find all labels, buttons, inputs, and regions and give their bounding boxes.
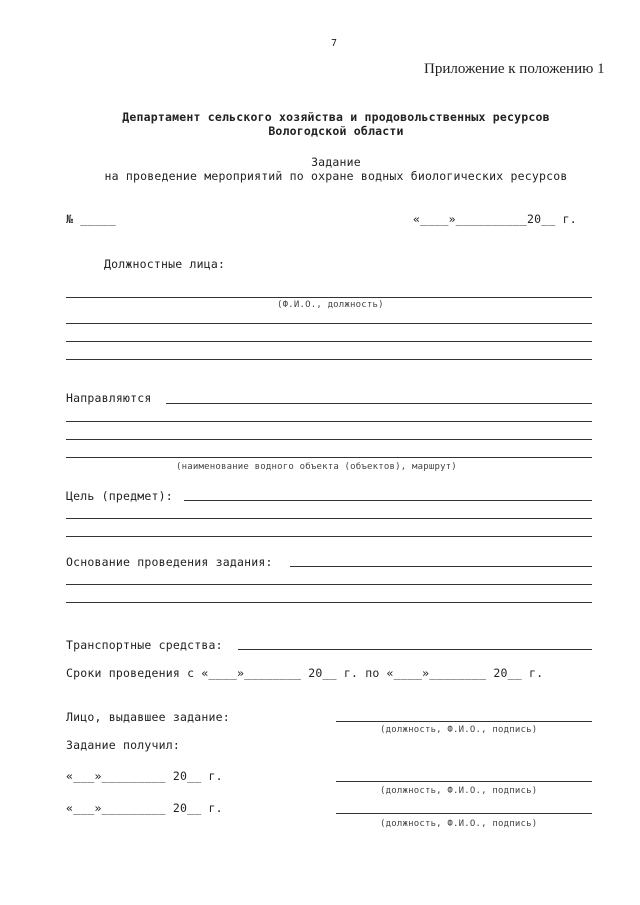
officials-label: Должностные лица:	[104, 257, 226, 271]
basis-label: Основание проведения задания:	[66, 555, 273, 569]
directed-line-4	[66, 457, 592, 458]
goal-label: Цель (предмет):	[66, 489, 173, 503]
officials-line-2	[66, 323, 592, 324]
basis-line-1	[290, 566, 592, 567]
officials-line-3	[66, 341, 592, 342]
received-signature-line-2	[336, 813, 592, 814]
number-field: № _____	[66, 212, 116, 226]
issued-signature-line	[336, 721, 592, 722]
date-field: «____»__________20__ г.	[413, 212, 577, 226]
directed-label: Направляются	[66, 391, 152, 405]
department-region: Вологодской области	[268, 124, 404, 138]
transport-label: Транспортные средства:	[66, 638, 223, 652]
page-number: 7	[331, 38, 338, 49]
directed-line-3	[66, 439, 592, 440]
period-field: Сроки проведения с «____»________ 20__ г. по «____»________ 20__ г.	[66, 666, 544, 680]
basis-line-3	[66, 602, 592, 603]
officials-line-1	[66, 297, 592, 298]
received-label: Задание получил:	[66, 738, 180, 752]
signature-caption-2: (должность, Ф.И.О., подпись)	[380, 786, 538, 796]
directed-line-2	[66, 421, 592, 422]
received-signature-line-1	[336, 781, 592, 782]
issued-by-label: Лицо, выдавшее задание:	[66, 710, 230, 724]
goal-line-2	[66, 518, 592, 519]
fio-caption: (Ф.И.О., должность)	[277, 300, 384, 310]
document-title: Задание	[311, 155, 361, 169]
department-name: Департамент сельского хозяйства и продовольственных ресурсов	[122, 110, 550, 124]
appendix-reference: Приложение к положению 1	[424, 61, 605, 77]
directed-line-1	[166, 403, 592, 404]
signature-caption-3: (должность, Ф.И.О., подпись)	[380, 819, 538, 829]
received-date-1: «___»_________ 20__ г.	[66, 769, 223, 783]
goal-line-3	[66, 536, 592, 537]
signature-caption-1: (должность, Ф.И.О., подпись)	[380, 725, 538, 735]
document-subtitle: на проведение мероприятий по охране водных биологических ресурсов	[104, 169, 568, 183]
received-date-2: «___»_________ 20__ г.	[66, 801, 223, 815]
transport-line	[238, 649, 592, 650]
goal-line-1	[184, 500, 592, 501]
basis-line-2	[66, 584, 592, 585]
water-object-caption: (наименование водного объекта (объектов), маршрут)	[176, 462, 457, 472]
officials-line-4	[66, 359, 592, 360]
